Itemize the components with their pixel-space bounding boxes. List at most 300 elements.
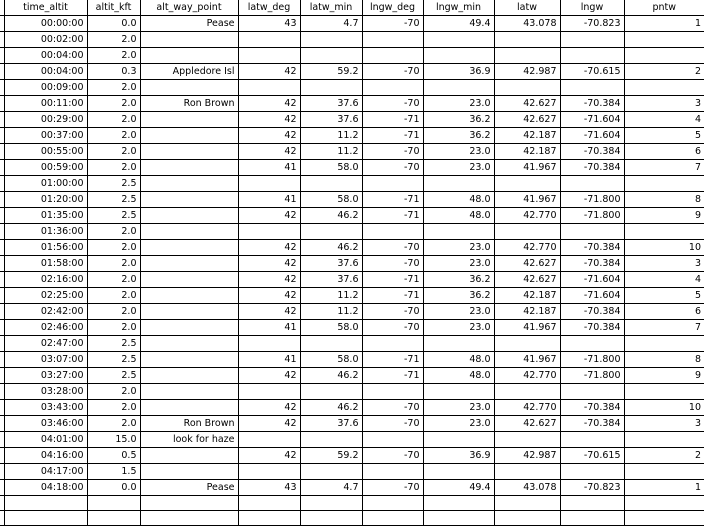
cell-lngw-deg[interactable]: -70	[362, 448, 423, 464]
cell-latw[interactable]: 42.770	[494, 208, 560, 224]
cell-alt-way-point[interactable]	[140, 496, 238, 511]
cell-latw-deg[interactable]: 42	[238, 368, 300, 384]
cell-lngw[interactable]	[560, 80, 624, 96]
cell-latw-deg[interactable]	[238, 176, 300, 192]
cell-latw[interactable]: 42.627	[494, 112, 560, 128]
cell-alt-way-point[interactable]	[140, 144, 238, 160]
cell-latw[interactable]: 42.627	[494, 256, 560, 272]
cell-alt-way-point[interactable]	[140, 256, 238, 272]
cell-lngw-min[interactable]	[423, 80, 494, 96]
cell-altit-kft[interactable]: 2.5	[87, 352, 140, 368]
cell-lngw[interactable]: -71.800	[560, 368, 624, 384]
cell-latw-min[interactable]: 46.2	[300, 368, 362, 384]
cell-latw-deg[interactable]: 42	[238, 240, 300, 256]
cell-time-altit[interactable]: 02:46:00	[4, 320, 87, 336]
cell-alt-way-point[interactable]	[140, 240, 238, 256]
cell-latw-min[interactable]	[300, 384, 362, 400]
cell-lngw[interactable]: -71.604	[560, 288, 624, 304]
cell-lngw[interactable]	[560, 32, 624, 48]
cell-pntw[interactable]	[624, 48, 704, 64]
cell-time-altit[interactable]: 00:02:00	[4, 32, 87, 48]
cell-latw[interactable]: 42.770	[494, 400, 560, 416]
cell-lngw-deg[interactable]: -71	[362, 192, 423, 208]
cell-lngw-deg[interactable]: -71	[362, 112, 423, 128]
cell-latw-min[interactable]	[300, 176, 362, 192]
cell-alt-way-point[interactable]: Ron Brown	[140, 416, 238, 432]
cell-latw-min[interactable]: 37.6	[300, 256, 362, 272]
cell-time-altit[interactable]: 04:18:00	[4, 480, 87, 496]
cell-latw-deg[interactable]	[238, 48, 300, 64]
cell-altit-kft[interactable]: 0.5	[87, 448, 140, 464]
cell-lngw-min[interactable]: 36.9	[423, 448, 494, 464]
cell-lngw-min[interactable]	[423, 176, 494, 192]
cell-lngw-min[interactable]: 23.0	[423, 304, 494, 320]
cell-lngw-deg[interactable]	[362, 336, 423, 352]
cell-time-altit[interactable]: 04:01:00	[4, 432, 87, 448]
cell-altit-kft[interactable]: 1.5	[87, 464, 140, 480]
cell-latw[interactable]	[494, 464, 560, 480]
cell-time-altit[interactable]: 00:55:00	[4, 144, 87, 160]
cell-latw-min[interactable]: 11.2	[300, 128, 362, 144]
cell-alt-way-point[interactable]: Pease	[140, 16, 238, 32]
cell-altit-kft[interactable]	[87, 511, 140, 526]
cell-lngw-deg[interactable]: -71	[362, 288, 423, 304]
cell-latw[interactable]: 43.078	[494, 480, 560, 496]
cell-lngw[interactable]: -71.604	[560, 272, 624, 288]
cell-lngw-min[interactable]: 49.4	[423, 16, 494, 32]
cell-latw[interactable]: 42.627	[494, 416, 560, 432]
cell-lngw[interactable]: -70.823	[560, 16, 624, 32]
cell-latw-deg[interactable]: 42	[238, 208, 300, 224]
cell-altit-kft[interactable]: 2.5	[87, 176, 140, 192]
cell-pntw[interactable]: 10	[624, 400, 704, 416]
cell-pntw[interactable]: 5	[624, 128, 704, 144]
cell-lngw-deg[interactable]: -70	[362, 256, 423, 272]
cell-pntw[interactable]: 8	[624, 352, 704, 368]
cell-latw-min[interactable]: 58.0	[300, 320, 362, 336]
cell-lngw-min[interactable]: 48.0	[423, 192, 494, 208]
cell-pntw[interactable]: 9	[624, 208, 704, 224]
cell-lngw-min[interactable]: 36.2	[423, 112, 494, 128]
cell-latw-deg[interactable]	[238, 464, 300, 480]
cell-time-altit[interactable]: 00:59:00	[4, 160, 87, 176]
cell-latw-min[interactable]	[300, 48, 362, 64]
cell-latw-deg[interactable]: 42	[238, 128, 300, 144]
cell-lngw-min[interactable]	[423, 336, 494, 352]
cell-lngw-deg[interactable]: -71	[362, 208, 423, 224]
cell-latw-deg[interactable]: 41	[238, 352, 300, 368]
cell-lngw-deg[interactable]: -70	[362, 64, 423, 80]
cell-altit-kft[interactable]: 2.0	[87, 80, 140, 96]
cell-lngw[interactable]	[560, 464, 624, 480]
cell-alt-way-point[interactable]	[140, 160, 238, 176]
cell-altit-kft[interactable]: 2.5	[87, 192, 140, 208]
cell-lngw-deg[interactable]: -71	[362, 272, 423, 288]
cell-lngw[interactable]: -70.384	[560, 304, 624, 320]
column-header-latw[interactable]: latw	[494, 0, 560, 16]
column-header-alt-way-point[interactable]: alt_way_point	[140, 0, 238, 16]
cell-time-altit[interactable]: 02:42:00	[4, 304, 87, 320]
cell-lngw[interactable]	[560, 511, 624, 526]
column-header-time-altit[interactable]: time_altit	[4, 0, 87, 16]
cell-lngw-deg[interactable]: -70	[362, 320, 423, 336]
cell-lngw-deg[interactable]: -70	[362, 16, 423, 32]
cell-latw-deg[interactable]: 41	[238, 160, 300, 176]
cell-latw-deg[interactable]	[238, 336, 300, 352]
cell-latw[interactable]: 42.987	[494, 64, 560, 80]
cell-lngw-deg[interactable]: -71	[362, 128, 423, 144]
cell-latw[interactable]: 42.187	[494, 144, 560, 160]
cell-alt-way-point[interactable]	[140, 288, 238, 304]
cell-altit-kft[interactable]: 2.0	[87, 32, 140, 48]
cell-time-altit[interactable]: 01:56:00	[4, 240, 87, 256]
cell-altit-kft[interactable]: 2.0	[87, 128, 140, 144]
cell-latw-deg[interactable]: 42	[238, 112, 300, 128]
cell-time-altit[interactable]: 03:28:00	[4, 384, 87, 400]
cell-latw-min[interactable]: 37.6	[300, 112, 362, 128]
cell-latw-deg[interactable]	[238, 384, 300, 400]
cell-altit-kft[interactable]: 2.0	[87, 112, 140, 128]
cell-time-altit[interactable]: 02:25:00	[4, 288, 87, 304]
cell-pntw[interactable]	[624, 224, 704, 240]
cell-latw-min[interactable]: 11.2	[300, 144, 362, 160]
cell-lngw[interactable]	[560, 176, 624, 192]
cell-pntw[interactable]	[624, 32, 704, 48]
cell-alt-way-point[interactable]	[140, 352, 238, 368]
cell-lngw-min[interactable]: 48.0	[423, 352, 494, 368]
cell-pntw[interactable]: 8	[624, 192, 704, 208]
cell-lngw-deg[interactable]: -70	[362, 96, 423, 112]
cell-lngw-min[interactable]	[423, 48, 494, 64]
cell-alt-way-point[interactable]	[140, 272, 238, 288]
cell-lngw[interactable]: -71.800	[560, 192, 624, 208]
cell-pntw[interactable]	[624, 176, 704, 192]
cell-time-altit[interactable]: 01:58:00	[4, 256, 87, 272]
cell-latw-min[interactable]	[300, 32, 362, 48]
cell-altit-kft[interactable]: 2.0	[87, 48, 140, 64]
cell-pntw[interactable]: 5	[624, 288, 704, 304]
cell-time-altit[interactable]: 03:43:00	[4, 400, 87, 416]
cell-latw-min[interactable]: 46.2	[300, 240, 362, 256]
cell-lngw[interactable]: -70.384	[560, 160, 624, 176]
cell-alt-way-point[interactable]	[140, 448, 238, 464]
cell-time-altit[interactable]: 00:00:00	[4, 16, 87, 32]
cell-altit-kft[interactable]	[87, 496, 140, 511]
cell-altit-kft[interactable]: 2.0	[87, 240, 140, 256]
cell-latw-deg[interactable]: 42	[238, 144, 300, 160]
cell-lngw[interactable]: -70.384	[560, 416, 624, 432]
cell-lngw-min[interactable]: 23.0	[423, 416, 494, 432]
cell-altit-kft[interactable]: 0.3	[87, 64, 140, 80]
cell-latw-deg[interactable]	[238, 511, 300, 526]
cell-alt-way-point[interactable]	[140, 304, 238, 320]
cell-lngw[interactable]	[560, 432, 624, 448]
cell-latw-min[interactable]	[300, 224, 362, 240]
cell-latw-deg[interactable]: 42	[238, 272, 300, 288]
cell-latw[interactable]	[494, 336, 560, 352]
cell-latw[interactable]: 43.078	[494, 16, 560, 32]
cell-pntw[interactable]: 7	[624, 160, 704, 176]
cell-lngw[interactable]: -70.615	[560, 448, 624, 464]
cell-altit-kft[interactable]: 15.0	[87, 432, 140, 448]
cell-latw-deg[interactable]	[238, 496, 300, 511]
cell-latw-deg[interactable]: 42	[238, 416, 300, 432]
cell-lngw[interactable]	[560, 224, 624, 240]
cell-latw-min[interactable]	[300, 336, 362, 352]
cell-latw-deg[interactable]: 42	[238, 288, 300, 304]
cell-alt-way-point[interactable]	[140, 192, 238, 208]
cell-alt-way-point[interactable]	[140, 511, 238, 526]
cell-latw[interactable]	[494, 384, 560, 400]
cell-pntw[interactable]	[624, 336, 704, 352]
column-header-lngw-min[interactable]: lngw_min	[423, 0, 494, 16]
cell-latw[interactable]: 41.967	[494, 160, 560, 176]
column-header-lngw-deg[interactable]: lngw_deg	[362, 0, 423, 16]
cell-pntw[interactable]: 9	[624, 368, 704, 384]
cell-lngw-deg[interactable]	[362, 80, 423, 96]
cell-altit-kft[interactable]: 2.0	[87, 304, 140, 320]
cell-pntw[interactable]	[624, 80, 704, 96]
column-header-latw-deg[interactable]: latw_deg	[238, 0, 300, 16]
cell-latw[interactable]	[494, 80, 560, 96]
cell-latw[interactable]	[494, 32, 560, 48]
cell-altit-kft[interactable]: 2.0	[87, 144, 140, 160]
cell-latw[interactable]: 42.187	[494, 128, 560, 144]
cell-altit-kft[interactable]: 2.5	[87, 336, 140, 352]
cell-alt-way-point[interactable]	[140, 464, 238, 480]
cell-alt-way-point[interactable]	[140, 48, 238, 64]
cell-latw-min[interactable]: 59.2	[300, 64, 362, 80]
cell-lngw-deg[interactable]	[362, 464, 423, 480]
cell-alt-way-point[interactable]	[140, 208, 238, 224]
cell-lngw-deg[interactable]: -70	[362, 144, 423, 160]
cell-pntw[interactable]: 6	[624, 144, 704, 160]
cell-altit-kft[interactable]: 2.0	[87, 384, 140, 400]
cell-latw-min[interactable]: 11.2	[300, 288, 362, 304]
cell-pntw[interactable]: 2	[624, 64, 704, 80]
cell-time-altit[interactable]: 03:27:00	[4, 368, 87, 384]
cell-latw[interactable]	[494, 48, 560, 64]
cell-pntw[interactable]: 1	[624, 16, 704, 32]
cell-lngw[interactable]: -71.604	[560, 112, 624, 128]
cell-alt-way-point[interactable]	[140, 384, 238, 400]
cell-lngw[interactable]: -70.615	[560, 64, 624, 80]
cell-time-altit[interactable]	[4, 511, 87, 526]
cell-lngw-deg[interactable]: -70	[362, 480, 423, 496]
cell-lngw-deg[interactable]	[362, 32, 423, 48]
cell-alt-way-point[interactable]	[140, 320, 238, 336]
cell-latw-deg[interactable]: 42	[238, 448, 300, 464]
cell-lngw[interactable]: -70.384	[560, 400, 624, 416]
cell-lngw-deg[interactable]	[362, 176, 423, 192]
cell-alt-way-point[interactable]	[140, 368, 238, 384]
cell-time-altit[interactable]: 01:20:00	[4, 192, 87, 208]
cell-latw-min[interactable]: 59.2	[300, 448, 362, 464]
cell-lngw-min[interactable]	[423, 32, 494, 48]
cell-pntw[interactable]: 7	[624, 320, 704, 336]
cell-latw[interactable]: 42.770	[494, 368, 560, 384]
cell-lngw[interactable]: -70.823	[560, 480, 624, 496]
cell-latw[interactable]	[494, 224, 560, 240]
cell-alt-way-point[interactable]	[140, 176, 238, 192]
cell-altit-kft[interactable]: 2.5	[87, 208, 140, 224]
cell-latw-deg[interactable]: 43	[238, 480, 300, 496]
cell-latw-deg[interactable]	[238, 224, 300, 240]
cell-lngw-min[interactable]: 23.0	[423, 96, 494, 112]
cell-time-altit[interactable]	[4, 496, 87, 511]
cell-lngw-min[interactable]: 48.0	[423, 368, 494, 384]
cell-pntw[interactable]: 1	[624, 480, 704, 496]
cell-lngw-min[interactable]	[423, 464, 494, 480]
cell-lngw-min[interactable]	[423, 432, 494, 448]
cell-latw-min[interactable]: 37.6	[300, 416, 362, 432]
cell-pntw[interactable]: 3	[624, 416, 704, 432]
cell-lngw-min[interactable]	[423, 224, 494, 240]
cell-latw[interactable]: 42.187	[494, 304, 560, 320]
cell-latw-min[interactable]	[300, 464, 362, 480]
cell-lngw-deg[interactable]	[362, 48, 423, 64]
cell-time-altit[interactable]: 03:07:00	[4, 352, 87, 368]
cell-lngw-min[interactable]	[423, 511, 494, 526]
cell-pntw[interactable]: 4	[624, 112, 704, 128]
cell-time-altit[interactable]: 00:04:00	[4, 48, 87, 64]
cell-time-altit[interactable]: 00:09:00	[4, 80, 87, 96]
column-header-altit-kft[interactable]: altit_kft	[87, 0, 140, 16]
cell-pntw[interactable]	[624, 464, 704, 480]
cell-lngw-min[interactable]: 23.0	[423, 144, 494, 160]
cell-lngw-deg[interactable]	[362, 224, 423, 240]
cell-lngw-min[interactable]: 23.0	[423, 256, 494, 272]
cell-latw-min[interactable]: 58.0	[300, 352, 362, 368]
cell-time-altit[interactable]: 01:36:00	[4, 224, 87, 240]
cell-alt-way-point[interactable]: Appledore Isl	[140, 64, 238, 80]
cell-latw-min[interactable]: 4.7	[300, 16, 362, 32]
cell-latw[interactable]	[494, 432, 560, 448]
cell-pntw[interactable]	[624, 496, 704, 511]
cell-latw-min[interactable]: 46.2	[300, 400, 362, 416]
cell-latw[interactable]	[494, 176, 560, 192]
cell-pntw[interactable]	[624, 432, 704, 448]
cell-time-altit[interactable]: 00:04:00	[4, 64, 87, 80]
cell-altit-kft[interactable]: 2.0	[87, 160, 140, 176]
cell-alt-way-point[interactable]: Pease	[140, 480, 238, 496]
cell-time-altit[interactable]: 00:11:00	[4, 96, 87, 112]
cell-latw-min[interactable]: 58.0	[300, 160, 362, 176]
cell-lngw[interactable]: -70.384	[560, 144, 624, 160]
cell-latw[interactable]	[494, 511, 560, 526]
cell-lngw-deg[interactable]	[362, 496, 423, 511]
column-header-latw-min[interactable]: latw_min	[300, 0, 362, 16]
cell-latw-min[interactable]: 11.2	[300, 304, 362, 320]
cell-alt-way-point[interactable]	[140, 80, 238, 96]
cell-lngw-deg[interactable]: -70	[362, 240, 423, 256]
cell-lngw-min[interactable]: 48.0	[423, 208, 494, 224]
cell-lngw[interactable]	[560, 384, 624, 400]
cell-alt-way-point[interactable]	[140, 32, 238, 48]
cell-lngw-min[interactable]: 49.4	[423, 480, 494, 496]
cell-latw[interactable]: 42.627	[494, 272, 560, 288]
cell-lngw-deg[interactable]	[362, 511, 423, 526]
cell-lngw-min[interactable]: 36.2	[423, 128, 494, 144]
cell-time-altit[interactable]: 01:00:00	[4, 176, 87, 192]
cell-latw[interactable]: 42.187	[494, 288, 560, 304]
cell-lngw-deg[interactable]: -70	[362, 400, 423, 416]
cell-lngw-min[interactable]: 23.0	[423, 240, 494, 256]
cell-altit-kft[interactable]: 2.0	[87, 320, 140, 336]
cell-time-altit[interactable]: 01:35:00	[4, 208, 87, 224]
cell-lngw-deg[interactable]: -70	[362, 160, 423, 176]
cell-latw-deg[interactable]: 42	[238, 96, 300, 112]
cell-latw-min[interactable]: 46.2	[300, 208, 362, 224]
cell-latw-deg[interactable]: 41	[238, 320, 300, 336]
cell-lngw[interactable]: -70.384	[560, 256, 624, 272]
cell-lngw[interactable]: -70.384	[560, 96, 624, 112]
column-header-pntw[interactable]: pntw	[624, 0, 704, 16]
cell-latw-deg[interactable]: 42	[238, 256, 300, 272]
cell-latw-deg[interactable]	[238, 80, 300, 96]
cell-time-altit[interactable]: 04:17:00	[4, 464, 87, 480]
cell-altit-kft[interactable]: 2.0	[87, 256, 140, 272]
cell-latw[interactable]: 41.967	[494, 192, 560, 208]
cell-latw[interactable]: 42.987	[494, 448, 560, 464]
cell-lngw[interactable]: -71.800	[560, 208, 624, 224]
cell-latw-min[interactable]: 58.0	[300, 192, 362, 208]
cell-lngw-deg[interactable]	[362, 384, 423, 400]
cell-latw[interactable]: 41.967	[494, 352, 560, 368]
cell-pntw[interactable]: 6	[624, 304, 704, 320]
cell-altit-kft[interactable]: 2.0	[87, 416, 140, 432]
cell-alt-way-point[interactable]: look for haze	[140, 432, 238, 448]
cell-latw-min[interactable]	[300, 432, 362, 448]
column-header-lngw[interactable]: lngw	[560, 0, 624, 16]
cell-latw-min[interactable]: 37.6	[300, 96, 362, 112]
cell-lngw-min[interactable]: 36.9	[423, 64, 494, 80]
cell-lngw[interactable]: -70.384	[560, 320, 624, 336]
cell-latw-deg[interactable]: 43	[238, 16, 300, 32]
cell-lngw-deg[interactable]: -70	[362, 416, 423, 432]
cell-latw[interactable]: 42.627	[494, 96, 560, 112]
cell-time-altit[interactable]: 02:47:00	[4, 336, 87, 352]
cell-lngw[interactable]	[560, 48, 624, 64]
cell-lngw[interactable]: -70.384	[560, 240, 624, 256]
cell-latw-deg[interactable]	[238, 32, 300, 48]
cell-latw-deg[interactable]: 42	[238, 64, 300, 80]
cell-altit-kft[interactable]: 2.0	[87, 96, 140, 112]
cell-lngw-min[interactable]: 36.2	[423, 288, 494, 304]
cell-altit-kft[interactable]: 2.0	[87, 272, 140, 288]
cell-alt-way-point[interactable]: Ron Brown	[140, 96, 238, 112]
cell-lngw-deg[interactable]: -71	[362, 368, 423, 384]
cell-altit-kft[interactable]: 0.0	[87, 16, 140, 32]
cell-pntw[interactable]: 3	[624, 96, 704, 112]
cell-latw-min[interactable]	[300, 496, 362, 511]
cell-lngw-min[interactable]: 36.2	[423, 272, 494, 288]
cell-altit-kft[interactable]: 2.5	[87, 368, 140, 384]
cell-lngw-deg[interactable]: -70	[362, 304, 423, 320]
cell-lngw[interactable]	[560, 496, 624, 511]
cell-pntw[interactable]: 10	[624, 240, 704, 256]
cell-alt-way-point[interactable]	[140, 400, 238, 416]
cell-alt-way-point[interactable]	[140, 336, 238, 352]
cell-time-altit[interactable]: 00:29:00	[4, 112, 87, 128]
cell-latw-min[interactable]: 4.7	[300, 480, 362, 496]
cell-alt-way-point[interactable]	[140, 112, 238, 128]
cell-pntw[interactable]	[624, 511, 704, 526]
cell-time-altit[interactable]: 00:37:00	[4, 128, 87, 144]
cell-lngw-min[interactable]: 23.0	[423, 320, 494, 336]
cell-altit-kft[interactable]: 0.0	[87, 480, 140, 496]
cell-latw-min[interactable]	[300, 511, 362, 526]
